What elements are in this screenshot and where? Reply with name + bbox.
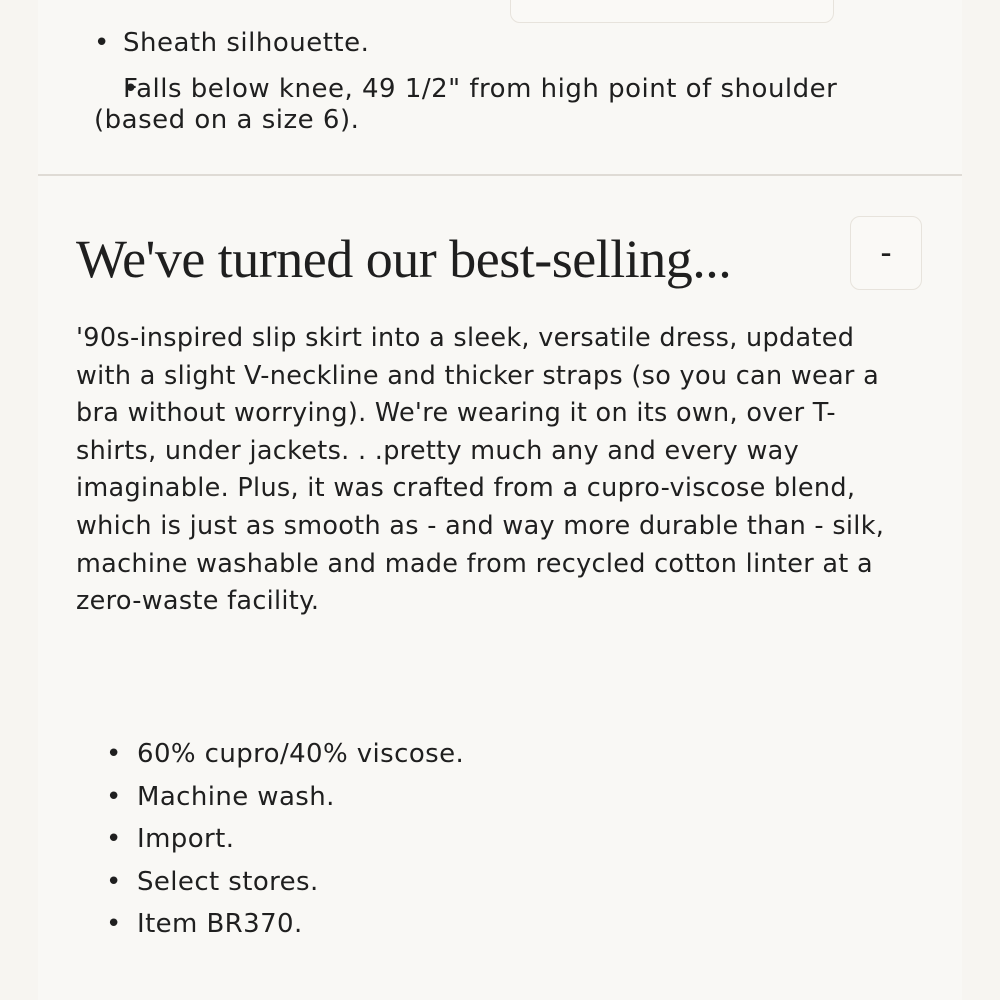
list-item: • Item BR370. bbox=[106, 906, 464, 942]
list-item: • Select stores. bbox=[106, 864, 464, 900]
previous-details-list bbox=[94, 28, 894, 151]
list-item: • Sheath silhouette. bbox=[94, 28, 894, 59]
list-item: • 60% cupro/40% viscose. bbox=[106, 736, 464, 772]
list-item: • Import. bbox=[106, 821, 464, 857]
collapse-button[interactable]: - bbox=[850, 216, 922, 290]
product-details-list bbox=[106, 736, 464, 949]
list-item: • Machine wash. bbox=[106, 779, 464, 815]
previous-accordion-button[interactable] bbox=[510, 0, 834, 23]
section-divider bbox=[38, 174, 962, 176]
section-title: We've turned our best-selling... bbox=[76, 229, 732, 289]
product-description: '90s-inspired slip skirt into a sleek, versatile dress, updated with a slight V-neckline and thicker straps (so you can wear a bra without worrying). We're wearing it on its own, over T-shirts, under jackets. . .pretty much any and every way imaginable. Plus, it was crafted from a cupro-viscose blend, which is just as smooth as - and way more durable than - silk, machine washable and made from recycled cotton linter at a zero-waste facility. bbox=[76, 323, 885, 617]
list-item: • Falls below knee, 49 1/2" from high point of shoulder (based on a size 6). bbox=[94, 74, 894, 136]
